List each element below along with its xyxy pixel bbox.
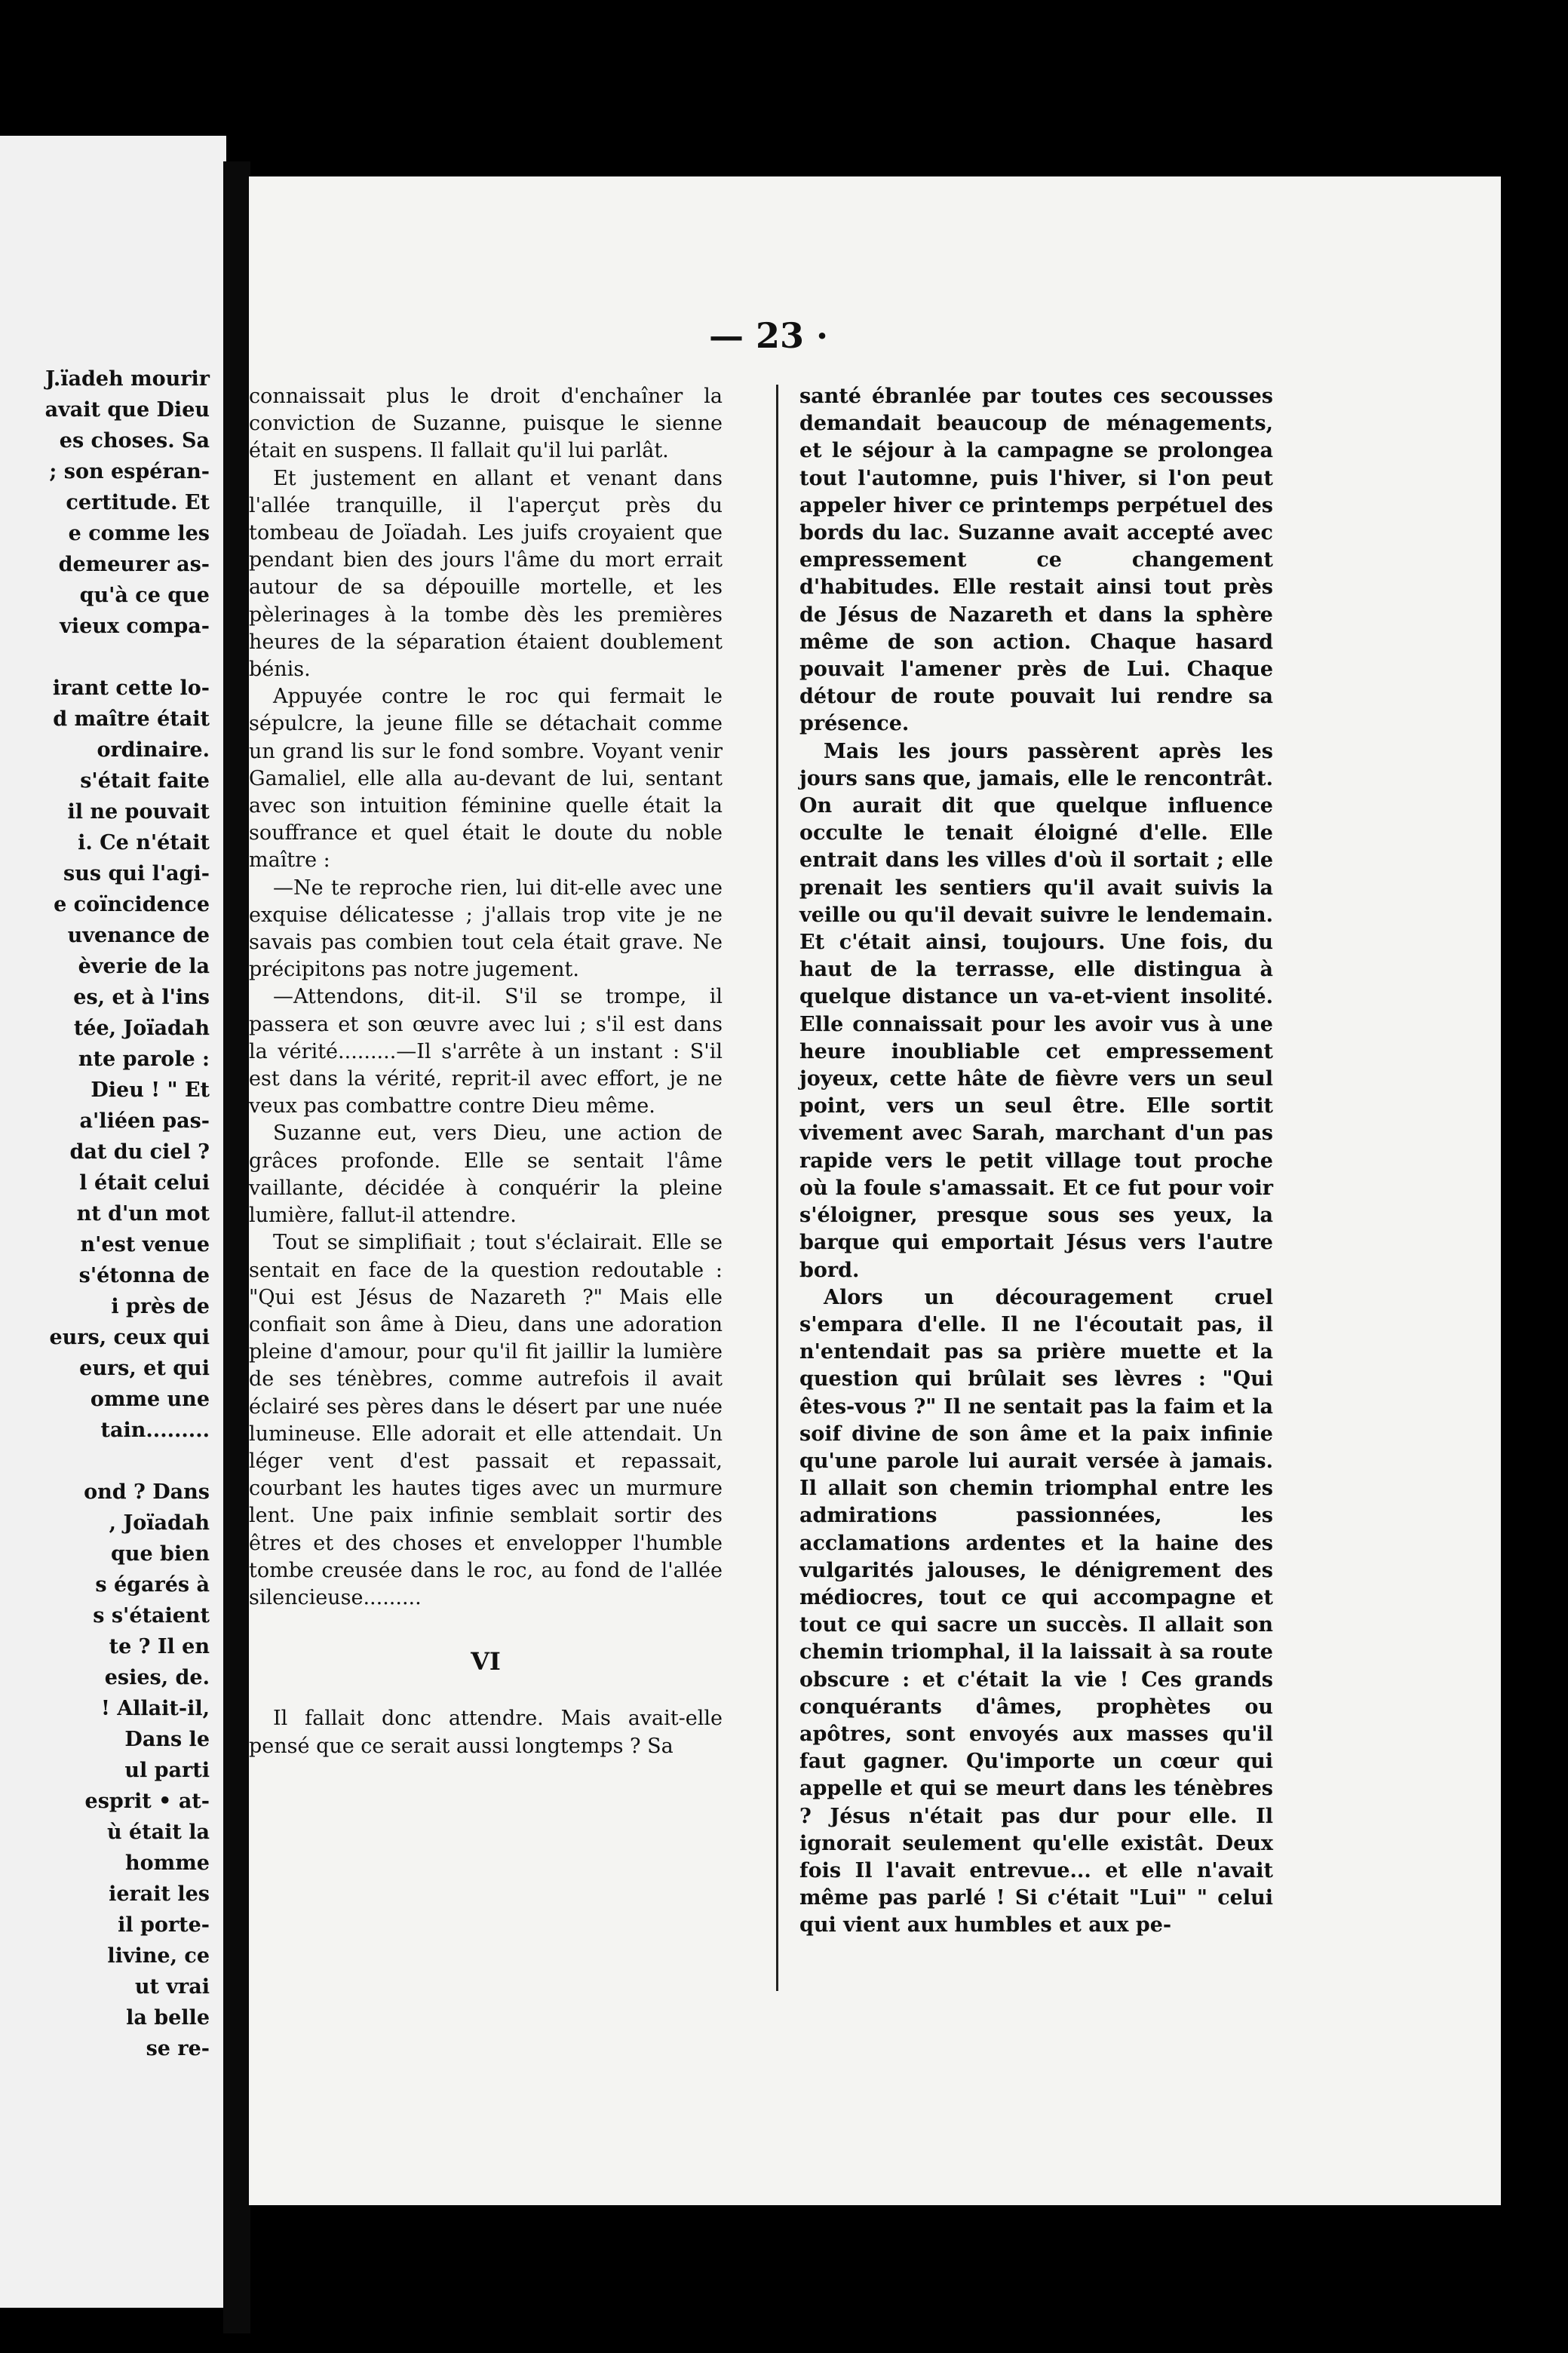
paragraph: Suzanne eut, vers Dieu, une action de grâces profonde. Elle se sentait l'âme vaillante, décidée à conquérir la pleine lumière, fallut-il attendre. bbox=[249, 1121, 723, 1228]
paragraph: connaissait plus le droit d'enchaîner la conviction de Suzanne, puisque le sienne était en suspens. Il fallait qu'il lui parlât. bbox=[249, 385, 723, 463]
facing-page-line: eurs, ceux qui bbox=[49, 1326, 210, 1349]
facing-page-line: esprit • at- bbox=[84, 1790, 210, 1813]
facing-page-line: ! Allait-il, bbox=[100, 1697, 210, 1720]
facing-page-line: ordinaire. bbox=[97, 738, 210, 762]
paragraph: Appuyée contre le roc qui fermait le sépulcre, la jeune fille se détachait comme un grand lis sur le fond sombre. Voyant venir Gamaliel, elle alla au-devant de lui, sentant avec son intuition féminine quelle était la souffrance et quel était le doute du noble maître : bbox=[249, 685, 723, 873]
facing-page-line: dat du ciel ? bbox=[69, 1140, 210, 1164]
facing-page-line: a'liéen pas- bbox=[79, 1109, 210, 1133]
facing-page-line: il porte- bbox=[118, 1913, 210, 1937]
facing-page-line: ut vrai bbox=[134, 1975, 210, 1999]
facing-page-line: ul parti bbox=[124, 1759, 210, 1782]
facing-page-line: d maître était bbox=[53, 707, 210, 731]
paragraph: santé ébranlée par toutes ces secousses demandait beaucoup de ménagements, et le séjour à la campagne se prolongea tout l'automne, puis l'hiver, si l'on peut appeler hiver ce printemps perpétuel des bords du lac. Suzanne avait accepté avec empressement ce changement d'habitudes. Elle restait ainsi tout près de Jésus de Nazareth et dans la sphère même de son action. Chaque hasard pouvait l'amener près de Lui. Chaque détour de route pouvait lui rendre sa présence. bbox=[799, 385, 1273, 736]
facing-page-line: J.ïadeh mourir bbox=[45, 367, 210, 391]
paragraph: Et justement en allant et venant dans l'allée tranquille, il l'aperçut près du tombeau de Joïadah. Les juifs croyaient que pendant bien des jours l'âme du mort errait autour de sa dépouille mortelle, et les pèlerinages à la tombe dès les premières heures de la séparation étaient doublement bénis. bbox=[249, 466, 723, 682]
facing-page-line: èverie de la bbox=[78, 955, 210, 978]
paragraph: Il fallait donc attendre. Mais avait-elle pensé que ce serait aussi longtemps ? Sa bbox=[249, 1707, 723, 1758]
paragraph: —Attendons, dit-il. S'il se trompe, il passera et son œuvre avec lui ; s'il est dans la vérité.........—Il s'arrête à un instant : S'il est dans la vérité, reprit-il avec effort, je ne veux pas combattre contre Dieu même. bbox=[249, 985, 723, 1118]
facing-page-text bbox=[0, 364, 210, 2064]
column-divider bbox=[776, 385, 778, 1991]
facing-page-line: nt d'un mot bbox=[76, 1202, 210, 1226]
text-column-right bbox=[799, 383, 1273, 1940]
paragraph: Mais les jours passèrent après les jours sans que, jamais, elle le rencontrât. On aurait dit que quelque influence occulte le tenait éloigné d'elle. Elle entrait dans les villes d'où il sortait ; elle prenait les sentiers qu'il avait suivis la veille ou qu'il devait suivre le lendemain. Et c'était ainsi, toujours. Une fois, du haut de la terrasse, elle distingua à quelque distance un va-et-vient insolité. Elle connaissait pour les avoir vus à une heure inoubliable cet empressement joyeux, cette hâte de fièvre vers un seul point, vers un seul être. Elle sortit vivement avec Sarah, marchant d'un pas rapide vers le petit village tout proche où la foule s'amassait. Et ce fut pour voir s'éloigner, presque sous ses yeux, la barque qui emportait Jésus vers l'autre bord. bbox=[799, 739, 1273, 1282]
facing-page-line: tain......... bbox=[100, 1419, 210, 1442]
facing-page-line: , Joïadah bbox=[109, 1511, 210, 1535]
facing-page-line: ond ? Dans bbox=[84, 1480, 210, 1504]
facing-page-line: nte parole : bbox=[78, 1048, 210, 1071]
facing-page-line: homme bbox=[125, 1851, 210, 1875]
facing-page-line: omme une bbox=[90, 1388, 210, 1411]
facing-page-line: te ? Il en bbox=[109, 1635, 210, 1658]
facing-page-line: l était celui bbox=[79, 1171, 210, 1195]
facing-page-line: sus qui l'agi- bbox=[63, 862, 210, 885]
facing-page-line: i. Ce n'était bbox=[78, 831, 210, 854]
paragraph: Tout se simplifiait ; tout s'éclairait. Elle se sentait en face de la question redoutable : "Qui est Jésus de Nazareth ?" Mais elle confiait son âme à Dieu, dans une adoration pleine d'amour, pour qu'il fit jaillir la lumière de ses ténèbres, comme autrefois il avait éclairé ses pères dans le désert par une nuée lumineuse. Elle adorait et elle attendait. Un léger vent d'est passait et repassait, courbant les hautes tiges avec un murmure lent. Une paix infinie semblait sortir des êtres et des choses et envelopper l'humble tombe creusée dans le roc, au fond de l'allée silencieuse......... bbox=[249, 1231, 723, 1609]
page-number: — 23 · bbox=[709, 315, 829, 356]
facing-page-line: es, et à l'ins bbox=[73, 986, 210, 1009]
facing-page-line: irant cette lo- bbox=[52, 676, 210, 700]
facing-page-line: qu'à ce que bbox=[79, 584, 210, 607]
facing-page-line: s s'étaient bbox=[93, 1604, 210, 1627]
facing-page-line: que bien bbox=[110, 1542, 210, 1566]
facing-page-line: ierait les bbox=[109, 1882, 210, 1906]
facing-page-line: tée, Joïadah bbox=[73, 1017, 210, 1040]
facing-page-line: demeurer as- bbox=[58, 553, 210, 576]
facing-page-line bbox=[0, 642, 210, 673]
facing-page-line: la belle bbox=[126, 2006, 210, 2029]
facing-page-line: esies, de. bbox=[104, 1666, 210, 1689]
facing-page-line: vieux compa- bbox=[60, 615, 210, 638]
facing-page-line: ; son espéran- bbox=[49, 460, 210, 483]
facing-page-line: uvenance de bbox=[67, 924, 210, 947]
facing-page-line: i près de bbox=[111, 1295, 210, 1318]
facing-page-line: Dans le bbox=[124, 1728, 210, 1751]
paragraph: Alors un découragement cruel s'empara d'elle. Il ne l'écoutait pas, il n'entendait pas sa prière muette et la question qui brûlait ses lèvres : "Qui êtes-vous ?" Il ne sentait pas la faim et la soif divine de son âme et la paix infinie qu'une parole lui aurait versée à jamais. Il allait son chemin triomphal entre les admirations passionnées, les acclamations ardentes et la haine des vulgarités jalouses, le dénigrement des médiocres, tout ce qui accompagne et tout ce qui sacre un succès. Il allait son chemin triomphal, il la laissait à sa route obscure : et c'était la vie ! Ces grands conquérants d'âmes, prophètes ou apôtres, sont envoyés aux masses qu'il faut gagner. Qu'importe un cœur qui appelle et qui se meurt dans les ténèbres ? Jésus n'était pas dur pour elle. Il ignorait seulement qu'elle existât. Deux fois Il l'avait entrevue... et elle n'avait même pas parlé ! Si c'était "Lui" " celui qui vient aux humbles et aux pe- bbox=[799, 1285, 1273, 1937]
text-column-left bbox=[249, 383, 723, 1760]
facing-page-line bbox=[0, 1446, 210, 1477]
facing-page-line: s égarés à bbox=[95, 1573, 210, 1597]
book-spine bbox=[223, 161, 250, 2333]
facing-page-line: s'était faite bbox=[80, 769, 210, 793]
facing-page-line: livine, ce bbox=[107, 1944, 210, 1968]
paragraph: —Ne te reproche rien, lui dit-elle avec une exquise délicatesse ; j'allais trop vite je ne savais pas combien tout cela était grave. Ne précipitons pas notre jugement. bbox=[249, 876, 723, 982]
facing-page-line: n'est venue bbox=[80, 1233, 210, 1256]
facing-page-line: es choses. Sa bbox=[59, 429, 210, 452]
facing-page-line: eurs, et qui bbox=[79, 1357, 210, 1380]
facing-page-line: e coïncidence bbox=[54, 893, 210, 916]
facing-page-fragment bbox=[0, 136, 226, 2308]
facing-page-line: Dieu ! " Et bbox=[91, 1078, 210, 1102]
facing-page-line: avait que Dieu bbox=[44, 398, 210, 422]
facing-page-line: e comme les bbox=[68, 522, 210, 545]
facing-page-line: il ne pouvait bbox=[67, 800, 210, 824]
facing-page-line: se re- bbox=[146, 2037, 210, 2060]
facing-page-line: ù était la bbox=[106, 1821, 210, 1844]
facing-page-line: certitude. Et bbox=[66, 491, 210, 514]
facing-page-line: s'étonna de bbox=[78, 1264, 210, 1287]
chapter-heading: VI bbox=[471, 1647, 501, 1677]
